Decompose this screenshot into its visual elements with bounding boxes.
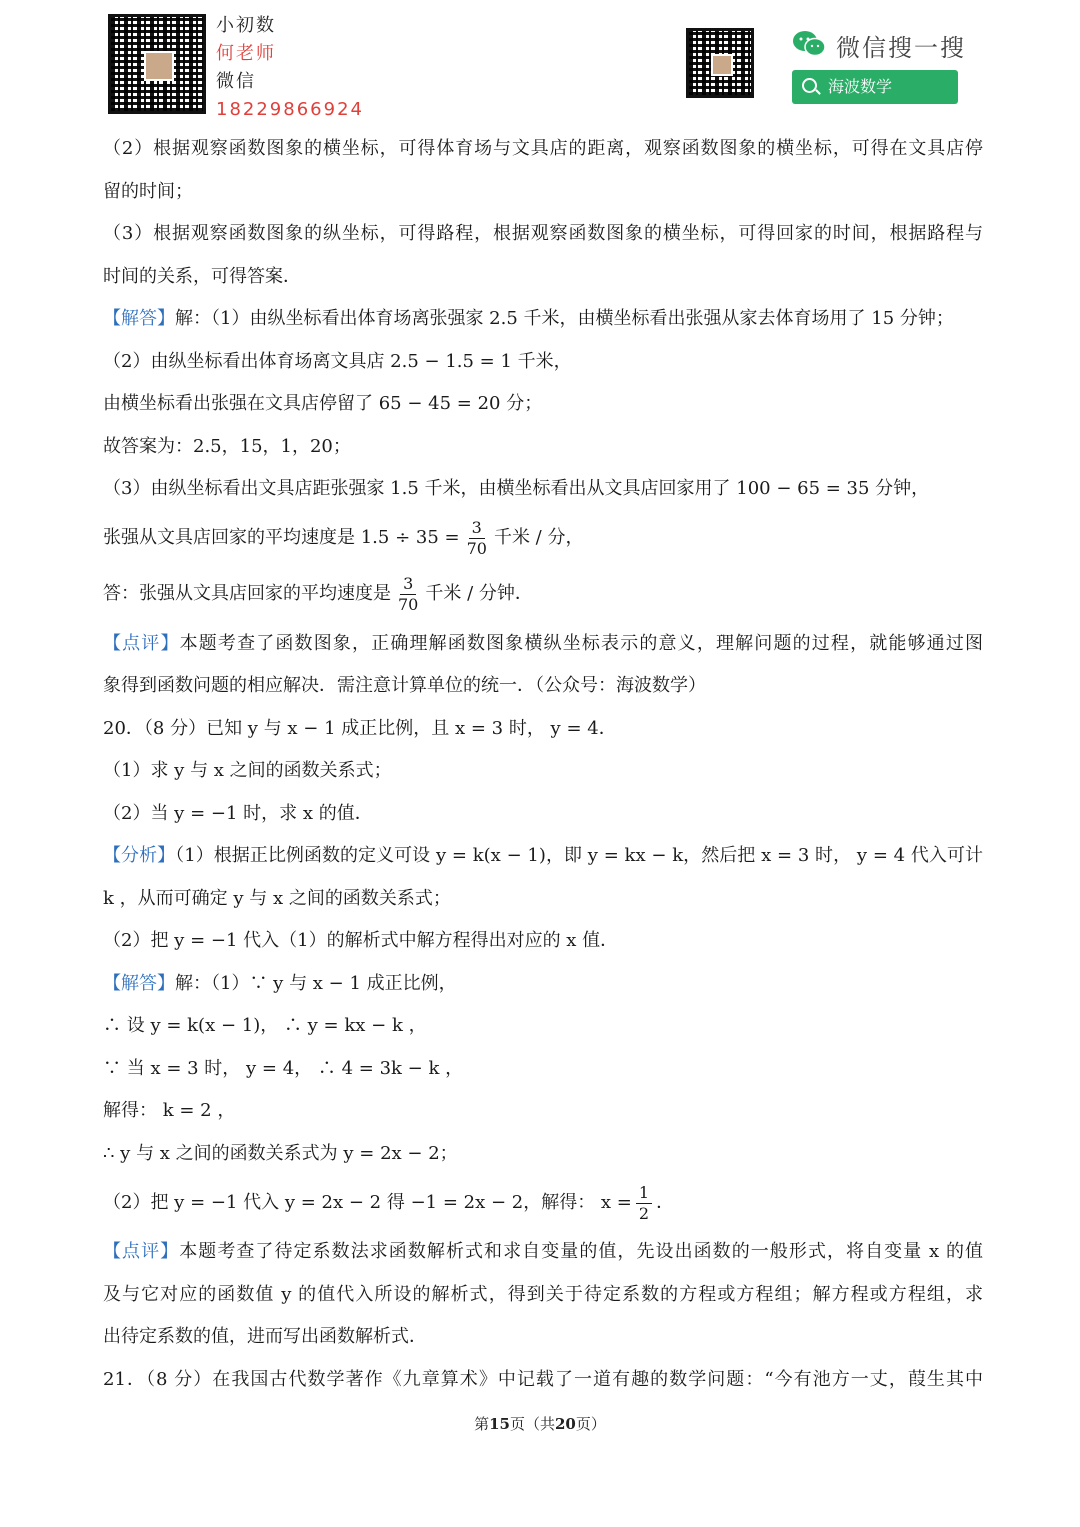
text-line: （3）根据观察函数图象的纵坐标，可得路程，根据观察函数图象的横坐标，可得回家的时间，根据路程与 <box>103 223 983 244</box>
text-line: （2）由纵坐标看出体育场离文具店 2.5 − 1.5 = 1 千米， <box>103 350 572 372</box>
fraction: $\frac{1}{2}$ <box>636 1183 652 1224</box>
text-line: （2）根据观察函数图象的横坐标，可得体育场与文具店的距离，观察函数图象的横坐标，可得在文具店停 <box>103 138 983 159</box>
teacher-phone: 18229866924 <box>216 99 364 120</box>
text-line: 时间的关系，可得答案． <box>103 265 301 287</box>
answer-tag: 【解答】 <box>103 972 175 994</box>
search-icon <box>802 78 817 93</box>
qr-code-teacher <box>108 14 206 114</box>
comment-line: 【点评】本题考查了待定系数法求函数解析式和求自变量的值，先设出函数的一般形式，将自变量 x 的值 <box>103 1241 983 1262</box>
teacher-contact <box>216 12 364 124</box>
page-header <box>0 0 1080 125</box>
text-line: ∵ 当 x = 3 时， y = 4， ∴ 4 = 3k − k ， <box>103 1057 464 1079</box>
answer-line: 【解答】解：（1）由纵坐标看出体育场离张强家 2.5 千米，由横坐标看出张强从家去体育场用了 15 分钟； <box>103 308 954 329</box>
question-title: 20．（8 分）已知 y 与 x − 1 成正比例，且 x = 3 时， y = 4． <box>103 717 617 739</box>
formula-line: 答：张强从文具店回家的平均速度是 $\frac{3}{70}$ 千米 / 分钟． <box>103 574 533 614</box>
comment-line: 【点评】本题考查了函数图象，正确理解函数图象横纵坐标表示的意义，理解问题的过程，就能够通过图 <box>103 632 983 654</box>
text-line: （2）把 y = −1 代入（1）的解析式中解方程得出对应的 x 值． <box>103 930 619 951</box>
answer-tag: 【解答】 <box>103 308 175 329</box>
page-footer: 第15页（共20页） <box>474 1415 606 1433</box>
text-line: 出待定系数的值，进而写出函数解析式． <box>103 1326 427 1347</box>
wechat-search-button[interactable] <box>792 70 958 104</box>
page-total: 20 <box>555 1415 576 1433</box>
wechat-search-title: 微信搜一搜 <box>836 34 966 62</box>
text-line: 由横坐标看出张强在文具店停留了 65 − 45 = 20 分； <box>103 393 543 414</box>
formula-line: （2）把 y = −1 代入 y = 2x − 2 得 −1 = 2x − 2，解得： x = $\frac{1}{2}$ ． <box>103 1182 675 1223</box>
comment-tag: 【点评】 <box>103 632 180 654</box>
text-line: （1）求 y 与 x 之间的函数关系式； <box>103 760 392 781</box>
text-line: k ，从而可确定 y 与 x 之间的函数关系式； <box>103 887 451 909</box>
avatar <box>144 51 174 81</box>
text-line: 及与它对应的函数值 y 的值代入所设的解析式，得到关于待定系数的方程或方程组；解方程或方程组，求 <box>103 1283 983 1305</box>
text-line: 故答案为：2.5，15，1，20； <box>103 435 351 457</box>
analysis-line: 【分析】（1）根据正比例函数的定义可设 y = k(x − 1)，即 y = kx − k，然后把 x = 3 时， y = 4 代入可计 <box>103 845 983 866</box>
text-line: 解得： k = 2 ， <box>103 1100 236 1121</box>
wechat-icon <box>792 30 826 58</box>
text-line: ∴ y 与 x 之间的函数关系式为 y = 2x − 2； <box>103 1142 458 1164</box>
page-number: 15 <box>489 1415 510 1433</box>
wechat-search-label: 海波数学 <box>828 77 893 96</box>
qr-code-official <box>686 28 754 98</box>
text-line: （2）当 y = −1 时，求 x 的值． <box>103 802 373 824</box>
qr-logo <box>711 54 732 76</box>
formula-line: 张强从文具店回家的平均速度是 1.5 ÷ 35 = $\frac{3}{70}$ 千米 / 分， <box>103 518 584 558</box>
question-title: 21．（8 分）在我国古代数学著作《九章算术》中记载了一道有趣的数学问题：“今有池方一丈，葭生其中 <box>103 1368 983 1390</box>
text-line: （3）由纵坐标看出文具店距张强家 1.5 千米，由横坐标看出从文具店回家用了 100 − 65 = 35 分钟， <box>103 478 930 499</box>
teacher-line-1: 小初数 <box>216 15 276 36</box>
document-body <box>103 128 983 1401</box>
answer-line: 【解答】解：（1）∵ y 与 x − 1 成正比例， <box>103 972 457 994</box>
fraction: $\frac{3}{70}$ <box>398 574 419 614</box>
analysis-tag: 【分析】 <box>103 845 176 866</box>
text-line: ∴ 设 y = k(x − 1)， ∴ y = kx − k ， <box>103 1015 427 1036</box>
text-line: 象得到函数问题的相应解决．需注意计算单位的统一．（公众号：海波数学） <box>103 675 706 696</box>
comment-tag: 【点评】 <box>103 1241 180 1262</box>
fraction: $\frac{3}{70}$ <box>466 518 487 558</box>
text-line: 留的时间； <box>103 180 193 202</box>
teacher-name: 何老师 <box>216 43 276 64</box>
teacher-wechat-label: 微信 <box>216 71 256 92</box>
